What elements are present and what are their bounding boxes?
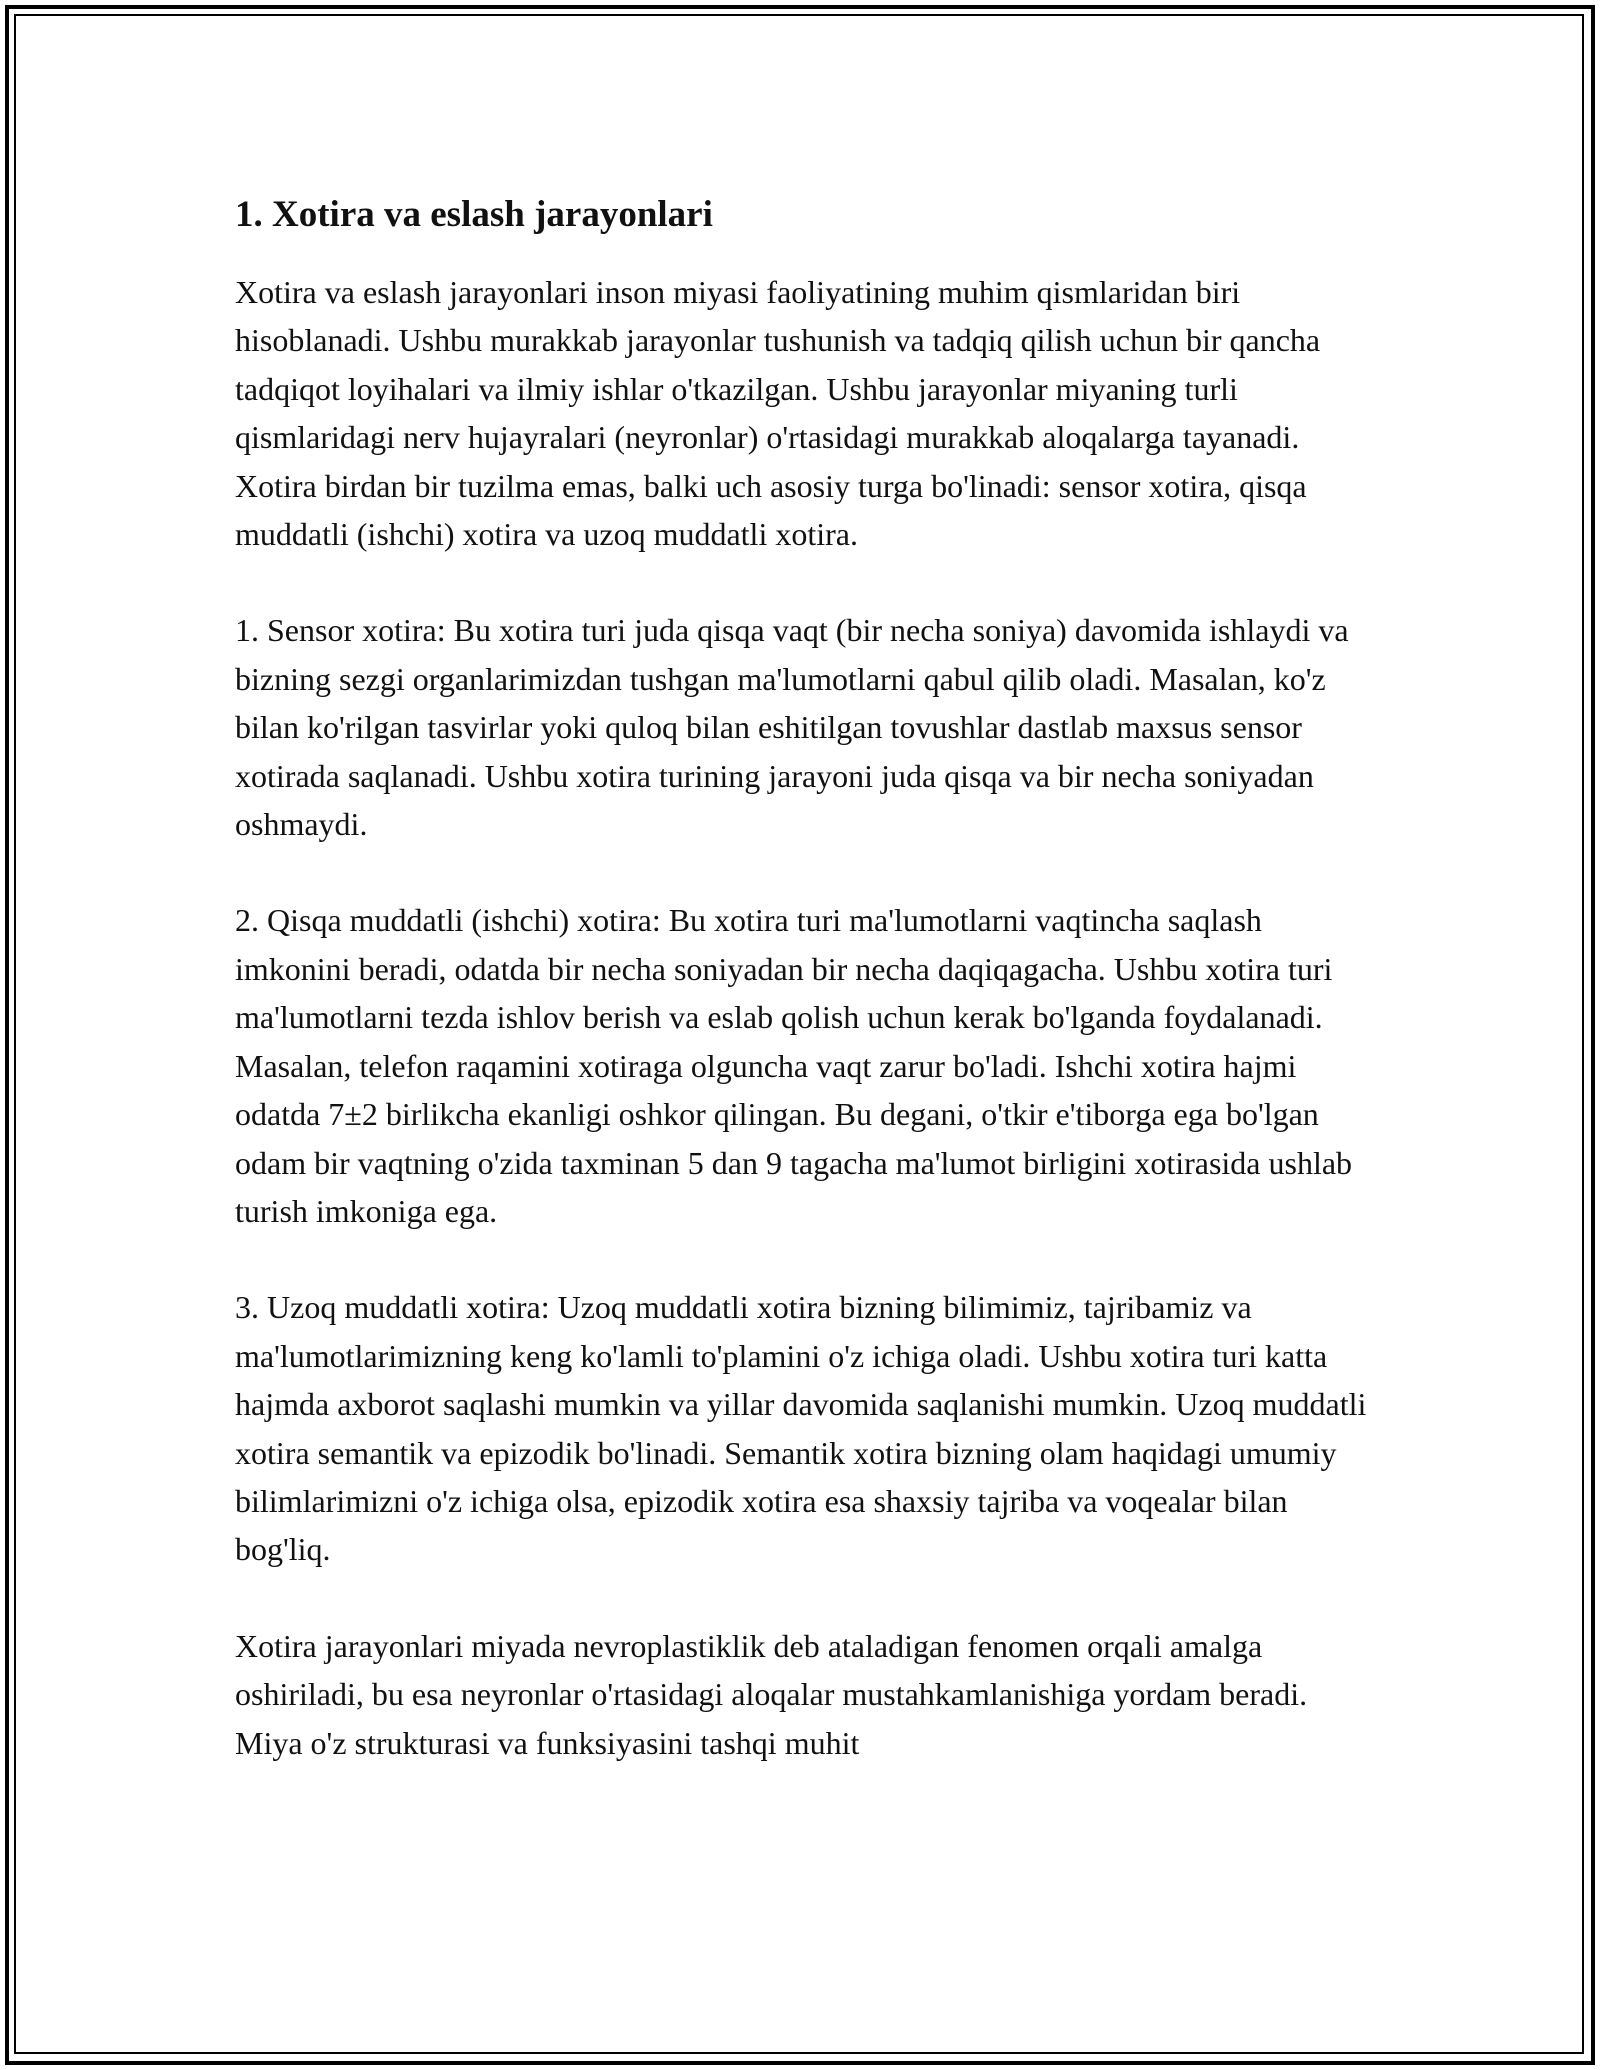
paragraph-long-term-memory: 3. Uzoq muddatli xotira: Uzoq muddatli xotira bizning bilimimiz, tajribamiz va ma'lumotlarimizning keng ko'lamli to'plamini o'z ichiga oladi. Ushbu xotira turi katta hajmda axborot saqlashi mumkin va yillar davomida saqlanishi mumkin. Uzoq muddatli xotira semantik va epizodik bo'linadi. Semantik xotira bizning olam haqidagi umumiy bilimlarimizni o'z ichiga olsa, epizodik xotira esa shaxsiy tajriba va voqealar bilan bog'liq.	[235, 1289, 1367, 1568]
paragraph-intro: Xotira va eslash jarayonlari inson miyasi faoliyatining muhim qismlaridan biri hisoblanadi. Ushbu murakkab jarayonlar tushunish va tadqiq qilish uchun bir qancha tadqiqot loyihalari va ilmiy ishlar o'tkazilgan. Ushbu jarayonlar miyaning turli qismlaridagi nerv hujayralari (neyronlar) o'rtasidagi murakkab aloqalarga tayanadi. Xotira birdan bir tuzilma emas, balki uch asosiy turga bo'linadi: sensor xotira, qisqa muddatli (ishchi) xotira va uzoq muddatli xotira.	[235, 274, 1321, 553]
section-heading: 1. Xotira va eslash jarayonlari	[235, 194, 713, 235]
document-body	[235, 182, 1370, 1767]
paragraph-neuroplasticity: Xotira jarayonlari miyada nevroplastiklik deb ataladigan fenomen orqali amalga oshiriladi, bu esa neyronlar o'rtasidagi aloqalar mustahkamlanishiga yordam beradi. Miya o'z strukturasi va funksiyasini tashqi muhit	[235, 1627, 1308, 1761]
paragraph-short-term-memory: 2. Qisqa muddatli (ishchi) xotira: Bu xotira turi ma'lumotlarni vaqtincha saqlash imkonini beradi, odatda bir necha soniyadan bir necha daqiqagacha. Ushbu xotira turi ma'lumotlarni tezda ishlov berish va eslab qolish uchun kerak bo'lganda foydalanadi. Masalan, telefon raqamini xotiraga olguncha vaqt zarur bo'ladi. Ishchi xotira hajmi odatda 7±2 birlikcha ekanligi oshkor qilingan. Bu degani, o'tkir e'tiborga ega bo'lgan odam bir vaqtning o'zida taxminan 5 dan 9 tagacha ma'lumot birligini xotirasida ushlab turish imkoniga ega.	[235, 902, 1353, 1229]
paragraph-sensor-memory: 1. Sensor xotira: Bu xotira turi juda qisqa vaqt (bir necha soniya) davomida ishlaydi va bizning sezgi organlarimizdan tushgan ma'lumotlarni qabul qilib oladi. Masalan, ko'z bilan ko'rilgan tasvirlar yoki quloq bilan eshitilgan tovushlar dastlab maxsus sensor xotirada saqlanadi. Ushbu xotira turining jarayoni juda qisqa va bir necha soniyadan oshmaydi.	[235, 612, 1349, 843]
